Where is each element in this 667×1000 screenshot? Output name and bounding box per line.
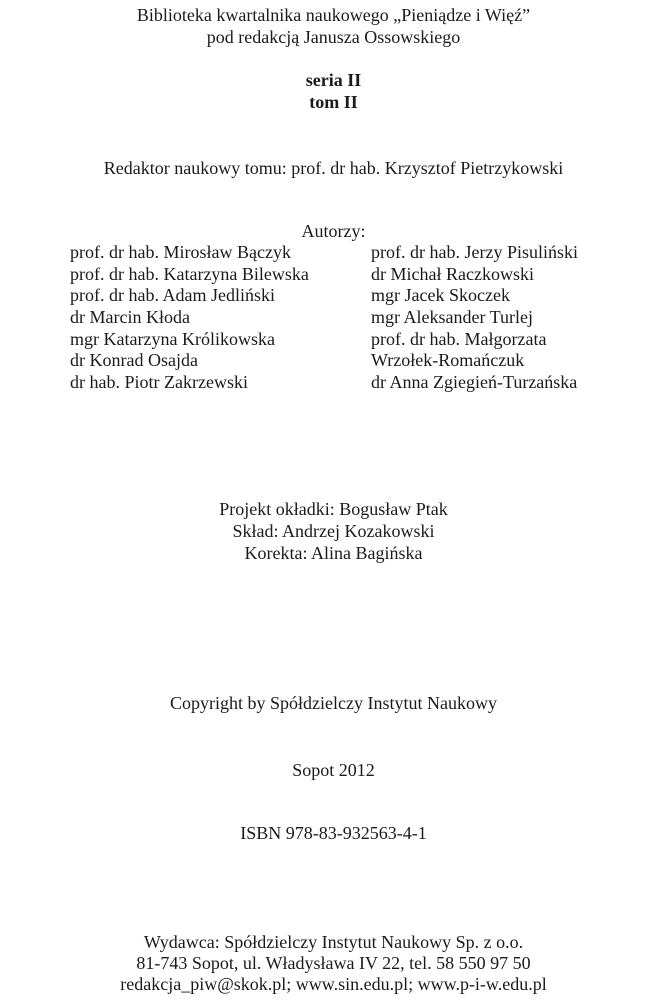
cover-design-credit: Projekt okładki: Bogusław Ptak	[219, 499, 448, 519]
publisher-name: Wydawca: Spółdzielczy Instytut Naukowy Sp. z o.o.	[143, 932, 524, 952]
isbn: ISBN 978-83-932563-4-1	[240, 823, 427, 843]
author-name: dr Michał Raczkowski	[371, 263, 534, 284]
author-name: Wrzołek-Romańczuk	[371, 350, 525, 371]
series-editor-line: pod redakcją Janusza Ossowskiego	[206, 27, 461, 47]
series-number: seria II	[305, 70, 362, 90]
typesetting-credit: Skład: Andrzej Kozakowski	[232, 521, 435, 541]
author-name: prof. dr hab. Katarzyna Bilewska	[70, 263, 309, 284]
author-name: mgr Katarzyna Królikowska	[70, 328, 275, 349]
series-title-line: Biblioteka kwartalnika naukowego „Pieniądze i Więź”	[136, 5, 531, 25]
volume-number: tom II	[309, 92, 358, 112]
authors-right-column	[371, 242, 578, 394]
proofreading-credit: Korekta: Alina Bagińska	[244, 543, 423, 563]
copyright-line: Copyright by Spółdzielczy Instytut Naukowy	[170, 693, 497, 713]
author-name: dr hab. Piotr Zakrzewski	[70, 372, 248, 393]
scientific-editor: Redaktor naukowy tomu: prof. dr hab. Krzysztof Pietrzykowski	[103, 158, 564, 178]
authors-heading: Autorzy:	[301, 221, 366, 241]
author-name: dr Marcin Kłoda	[70, 307, 190, 328]
author-name: prof. dr hab. Małgorzata	[371, 328, 547, 349]
author-name: dr Anna Zgiegień-Turzańska	[371, 372, 578, 393]
author-name: mgr Aleksander Turlej	[371, 307, 533, 328]
publisher-address: 81-743 Sopot, ul. Władysława IV 22, tel. 58 550 97 50	[136, 953, 531, 973]
author-name: prof. dr hab. Jerzy Pisuliński	[371, 242, 578, 262]
publisher-contacts: redakcja_piw@skok.pl; www.sin.edu.pl; www.p-i-w.edu.pl	[120, 974, 547, 994]
author-name: dr Konrad Osajda	[70, 350, 198, 371]
author-name: prof. dr hab. Mirosław Bączyk	[70, 242, 291, 262]
place-year: Sopot 2012	[292, 760, 375, 780]
author-name: mgr Jacek Skoczek	[371, 285, 510, 306]
authors-left-column	[70, 242, 309, 394]
author-name: prof. dr hab. Adam Jedliński	[70, 285, 275, 306]
